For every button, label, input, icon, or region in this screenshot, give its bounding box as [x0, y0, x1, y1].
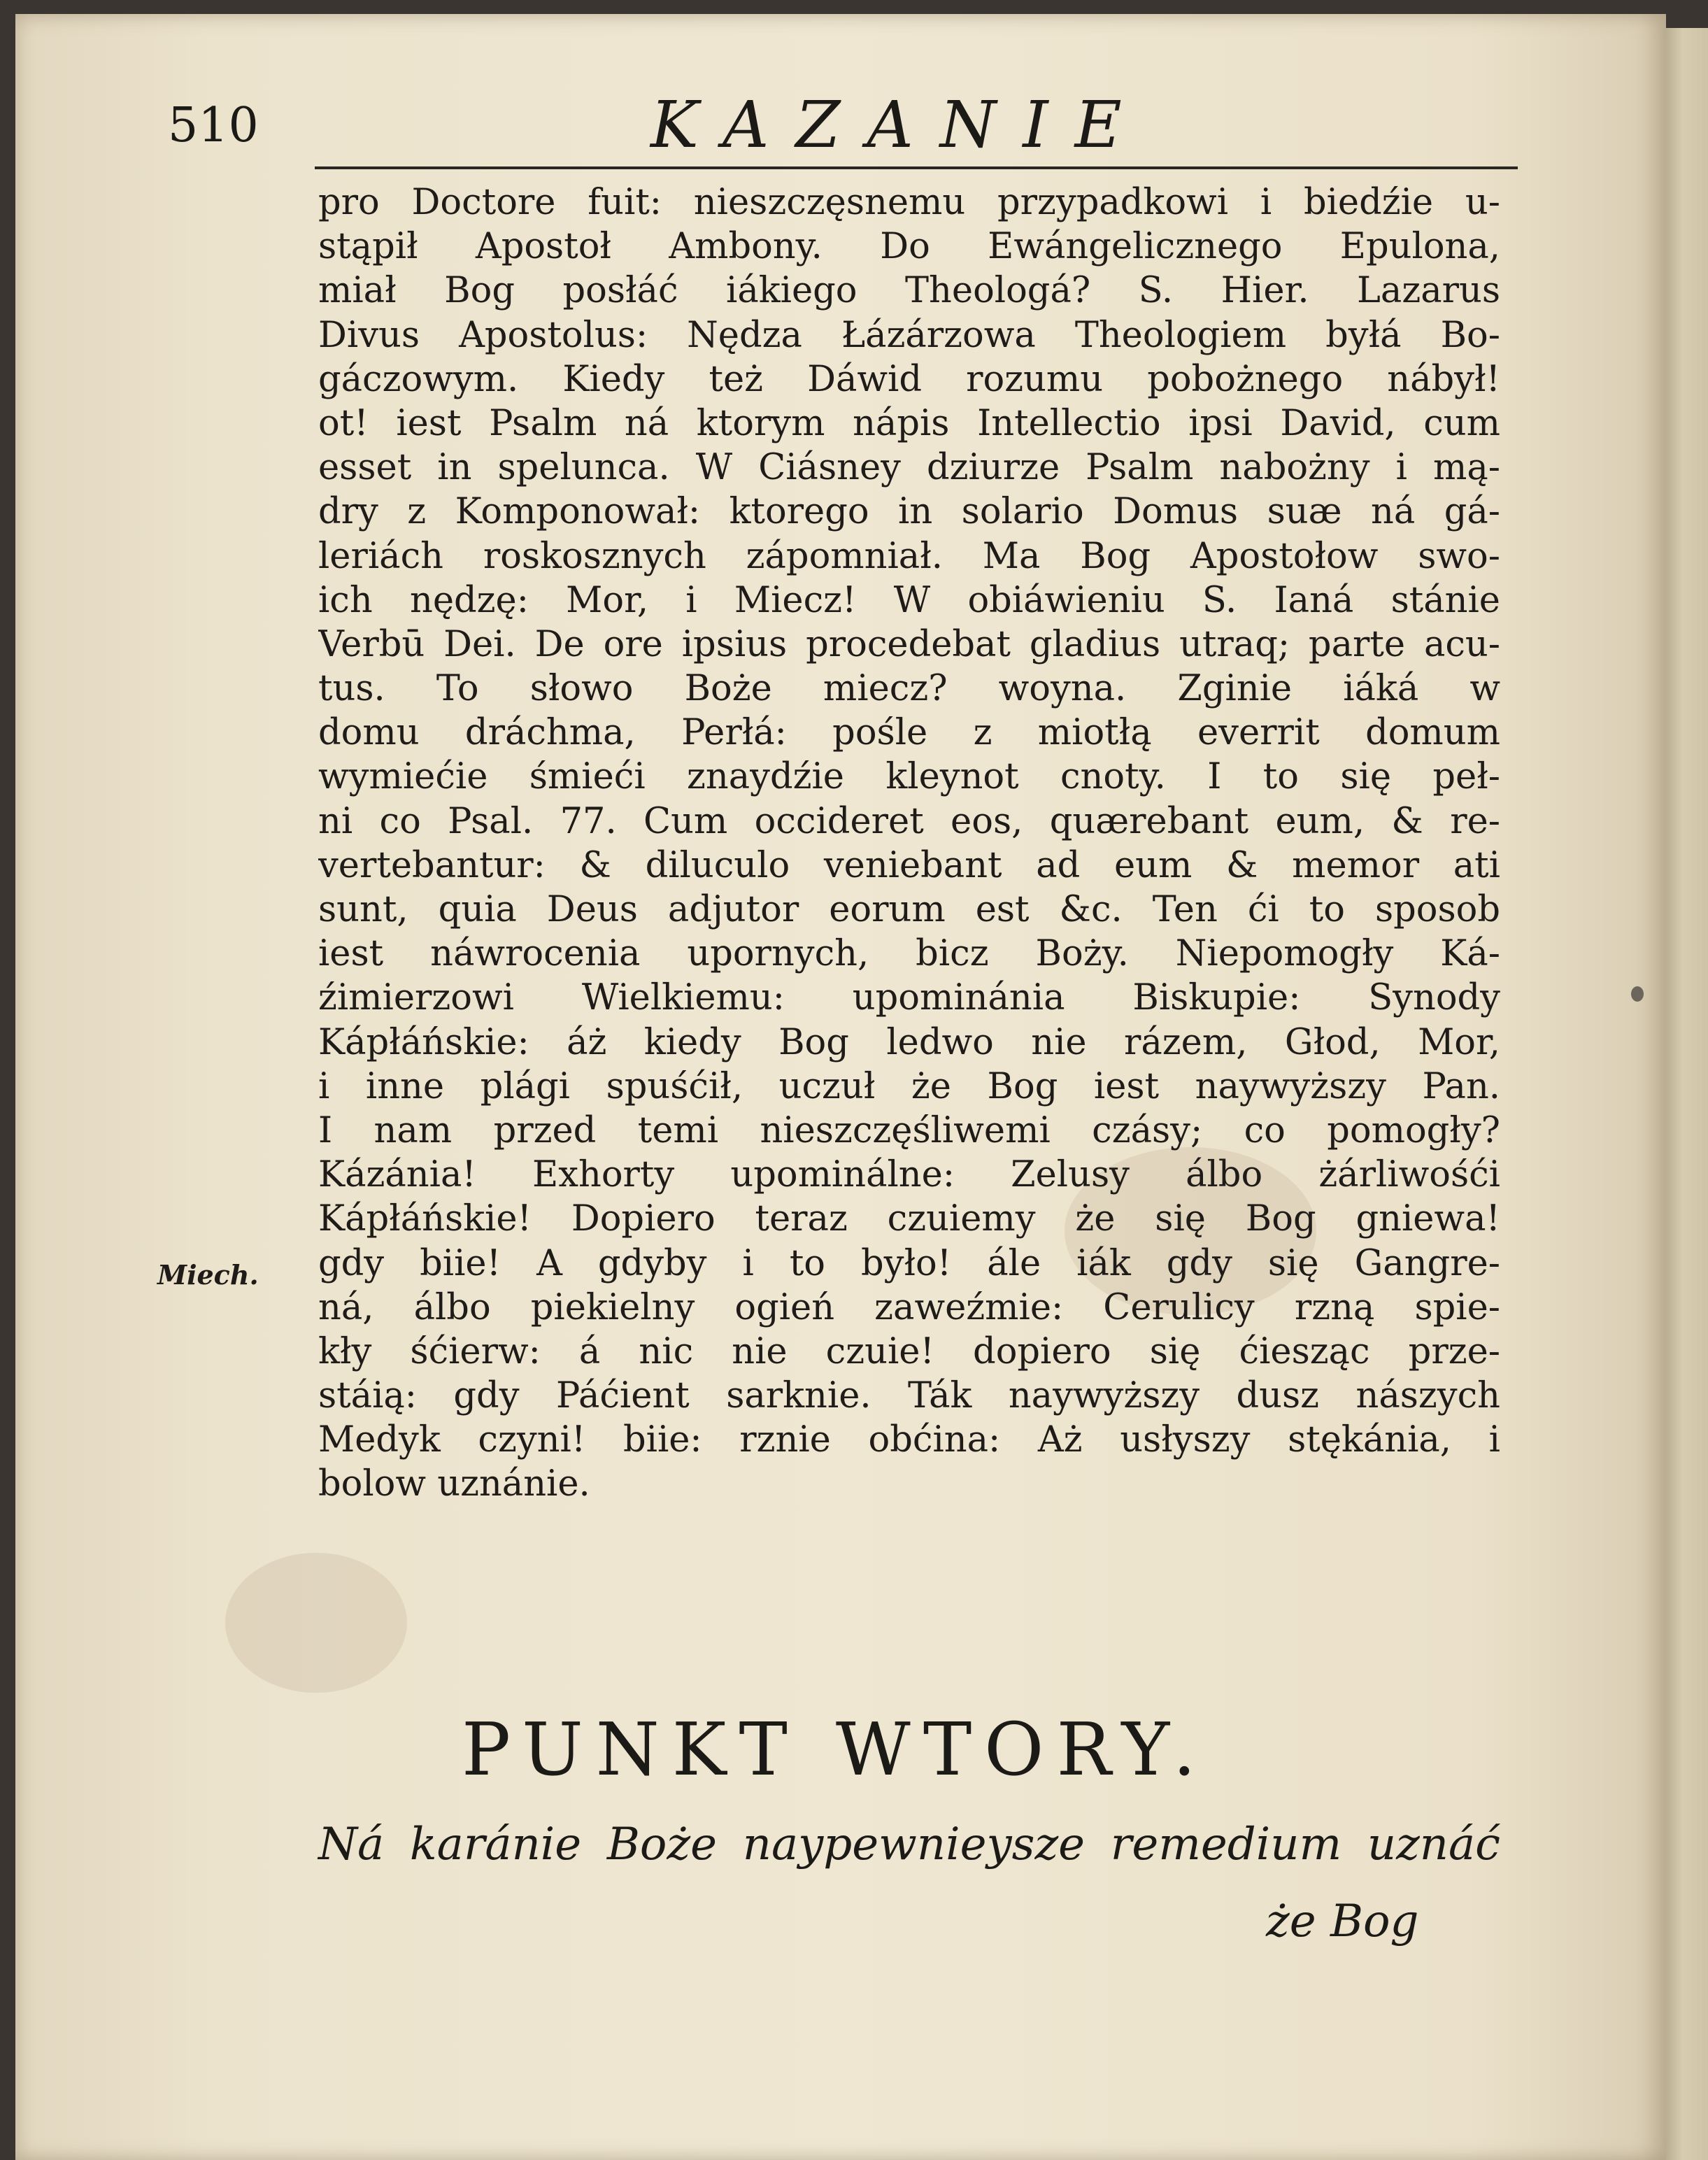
text-line: ot! iest Psalm ná ktorym nápis Intellectio ipsi David, cum: [318, 402, 1500, 444]
text-line: Verbū Dei. De ore ipsius procedebat gladius utraq; parte acu-: [318, 623, 1500, 665]
text-line: dry z Komponował: ktorego in solario Domus suæ ná gá-: [318, 491, 1500, 533]
ink-spot: [1631, 986, 1644, 1002]
paper-stain: [225, 1553, 407, 1693]
margin-note: Miech.: [157, 1259, 259, 1291]
text-line: ich nędzę: Mor, i Miecz! W obiáwieniu S. Ianá stánie: [318, 579, 1500, 621]
text-line: esset in spelunca. W Ciásney dziurze Psalm nabożny i mą-: [318, 447, 1500, 489]
body-text: [318, 180, 1500, 1507]
text-line: i inne plági spuśćił, uczuł że Bog iest naywyższy Pan.: [318, 1065, 1500, 1107]
text-line: Divus Apostolus: Nędza Łázárzowa Theologiem byłá Bo-: [318, 314, 1500, 356]
text-line: iest náwrocenia upornych, bicz Boży. Niepomogły Ká-: [318, 933, 1500, 975]
running-head: KAZANIE: [650, 87, 1148, 162]
section-heading: PUNKT WTORY.: [462, 1707, 1209, 1792]
text-line: vertebantur: & diluculo veniebant ad eum & memor ati: [318, 844, 1500, 886]
text-line: tus. To słowo Boże miecz? woyna. Zginie iáká w: [318, 668, 1500, 710]
text-line: domu dráchma, Perłá: pośle z miotłą everrit domum: [318, 712, 1500, 754]
text-line: stąpił Apostoł Ambony. Do Ewángelicznego Epulona,: [318, 226, 1500, 268]
catchword: że Bog: [1266, 1896, 1419, 1947]
text-line: Kápłáńskie: áż kiedy Bog ledwo nie rázem, Głod, Mor,: [318, 1021, 1500, 1063]
section-subheading: Ná karánie Boże naypewnieysze remedium uznáć: [318, 1819, 1500, 1870]
text-line: źimierzowi Wielkiemu: upominánia Biskupie: Synody: [318, 977, 1500, 1019]
page-number: 510: [168, 98, 259, 153]
text-line: stáią: gdy Páćient sarknie. Ták naywyższy dusz nászych: [318, 1375, 1500, 1417]
text-line: wymiećie śmieći znaydźie kleynot cnoty. I to się peł-: [318, 756, 1500, 798]
header-rule: [315, 166, 1518, 169]
text-line: Kázánia! Exhorty upominálne: Zelusy álbo żárliwośći: [318, 1154, 1500, 1196]
facing-page-edge: [1666, 28, 1708, 2160]
text-line: leriách roskosznych zápomniał. Ma Bog Apostołow swo-: [318, 535, 1500, 577]
text-line: bolow uznánie.: [318, 1463, 590, 1505]
text-line: kły śćierw: á nic nie czuie! dopiero się ćiesząc prze-: [318, 1330, 1500, 1372]
text-line: ni co Psal. 77. Cum occideret eos, quærebant eum, & re-: [318, 800, 1500, 842]
text-line: miał Bog posłáć iákiego Theologá? S. Hier. Lazarus: [318, 270, 1500, 312]
text-line: gáczowym. Kiedy też Dáwid rozumu pobożnego nábył!: [318, 358, 1500, 400]
text-line: I nam przed temi nieszczęśliwemi czásy; co pomogły?: [318, 1109, 1500, 1151]
text-line: Medyk czyni! biie: rznie obćina: Aż usłyszy stękánia, i: [318, 1419, 1500, 1461]
text-line: sunt, quia Deus adjutor eorum est &c. Ten ći to sposob: [318, 889, 1500, 930]
text-line: Kápłáńskie! Dopiero teraz czuiemy że się Bog gniewa!: [318, 1198, 1500, 1240]
text-line: pro Doctore fuit: nieszczęsnemu przypadkowi i biedźie u-: [318, 182, 1500, 223]
text-line: ná, álbo piekielny ogień zaweźmie: Cerulicy rzną spie-: [318, 1286, 1500, 1328]
text-line: gdy biie! A gdyby i to było! ále iák gdy się Gangre-: [318, 1242, 1500, 1284]
